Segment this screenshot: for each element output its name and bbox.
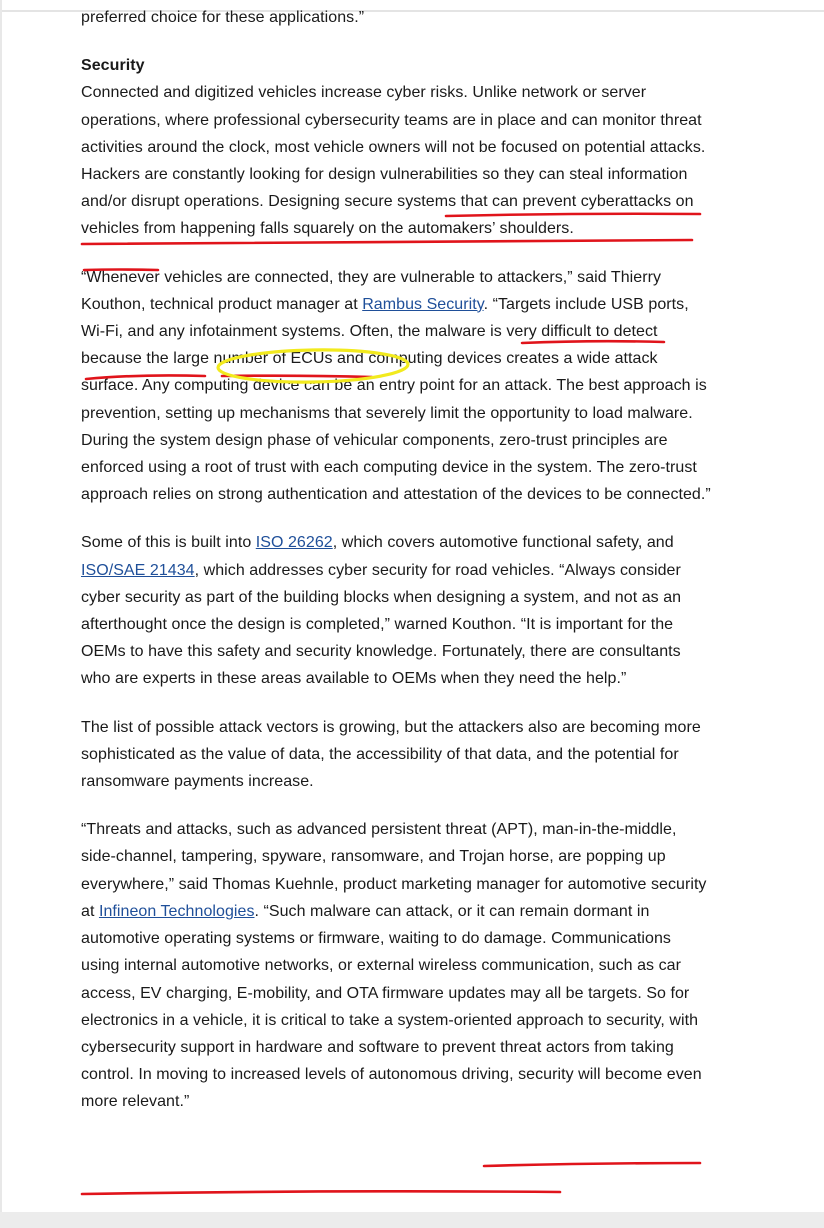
bottom-edge (0, 1212, 824, 1228)
security-paragraph-4: The list of possible attack vectors is growing, but the attackers also are becoming more sophisticated as the value of data, the accessibility of that data, and the potential for ransomware payments increase. (81, 718, 701, 791)
iso-sae-21434-link[interactable]: ISO/SAE 21434 (81, 561, 195, 579)
security-paragraph-3 (81, 529, 711, 692)
security-paragraph-5 (81, 816, 711, 1115)
quote-intro: “Whenever vehicles are connected, they are vulnerable to attackers,” said Thierry Kouthon, technical product manager at (81, 268, 662, 313)
left-edge (0, 0, 2, 1228)
text-span: “Threats and attacks, such as advanced persistent threat (APT), man-in-the-middle, side-channel, tampering, spyware, ransomware, and Trojan horse, are popping up everywhere,” said Thomas Kuehnle, product marketing manager for automotive security at (81, 821, 707, 920)
text-span: , which covers automotive functional safety, and (332, 534, 674, 552)
text-span: . “Such malware can attack, or it can remain dormant in automotive operating systems or firmware, waiting to do damage. Communications using internal automotive networks, or external wireless communication, such as car access, EV charging, E-mobility, and OTA firmware updates may all be targets. So for electronics in a vehicle, it is critical to take a system-oriented approach to security, with cybersecurity support in hardware and software to prevent threat actors from taking control. In moving to increased levels of autonomous driving, security will become even more relevant.” (81, 902, 702, 1111)
section-heading: Security (81, 57, 145, 75)
article-body (81, 4, 711, 1116)
underline-mark (484, 1163, 700, 1166)
infineon-link[interactable]: Infineon Technologies (98, 902, 255, 920)
iso-26262-link[interactable]: ISO 26262 (255, 534, 333, 552)
security-paragraph-2 (81, 264, 711, 509)
text-span: Some of this is built into (81, 534, 256, 552)
security-paragraph-1: Connected and digitized vehicles increase cyber risks. Unlike network or server operations, where professional cybersecurity teams are in place and can monitor threat activities around the clock, most vehicle owners will not be focused on potential attacks. Hackers are constantly looking for design vulnerabilities so they can steal information and/or disrupt operations. Designing secure systems that can prevent cyberattacks on vehicles from happening falls squarely on the automakers’ shoulders. (81, 84, 706, 238)
quote-body: . “Targets include USB ports, Wi-Fi, and any infotainment systems. Often, the malware is very difficult to detect because the large number of ECUs and computing devices creates a wide attack surface. Any computing device can be an entry point for an attack. The best approach is prevention, setting up mechanisms that severely limit the opportunity to load malware. During the system design phase of vehicular components, zero-trust principles are enforced using a root of trust with each computing device in the system. The zero-trust approach relies on strong authentication and attestation of the devices to be connected.” (81, 295, 711, 504)
rambus-security-link[interactable]: Rambus Security (362, 295, 484, 313)
text-span: , which addresses cyber security for road vehicles. “Always consider cyber security as part of the building blocks when designing a system, and not as an afterthought once the design is completed,” warned Kouthon. “It is important for the OEMs to have this safety and security knowledge. Fortunately, there are consultants who are experts in these areas available to OEMs when they need the help.” (81, 561, 682, 688)
underline-mark (82, 1191, 560, 1194)
intro-tail: preferred choice for these applications.” (81, 9, 365, 26)
